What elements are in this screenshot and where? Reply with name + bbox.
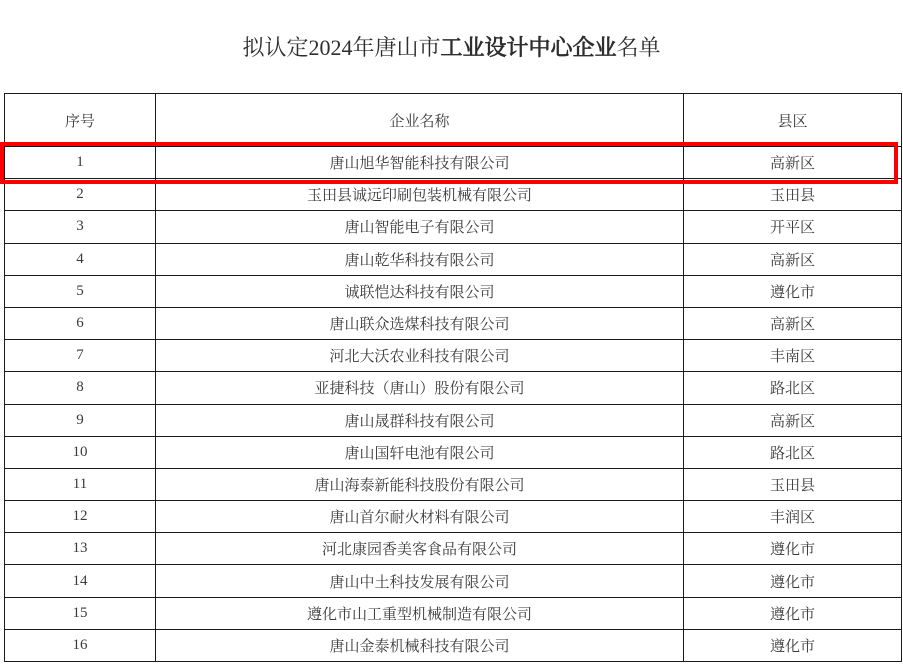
cell-serial-no: 16 bbox=[5, 629, 156, 661]
table-row bbox=[5, 275, 902, 307]
table-row bbox=[5, 372, 902, 404]
cell-serial-no: 8 bbox=[5, 372, 156, 404]
table-row bbox=[5, 629, 902, 661]
cell-district: 高新区 bbox=[684, 307, 902, 339]
cell-serial-no: 10 bbox=[5, 436, 156, 468]
cell-company-name: 遵化市山工重型机械制造有限公司 bbox=[156, 597, 684, 629]
table-row bbox=[5, 211, 902, 243]
cell-district: 高新区 bbox=[684, 147, 902, 179]
cell-company-name: 唐山金泰机械科技有限公司 bbox=[156, 629, 684, 661]
company-list-table bbox=[4, 93, 902, 662]
cell-district: 遵化市 bbox=[684, 533, 902, 565]
table-row-highlighted bbox=[5, 147, 902, 179]
table-row bbox=[5, 533, 902, 565]
table-row bbox=[5, 436, 902, 468]
cell-serial-no: 14 bbox=[5, 565, 156, 597]
cell-district: 遵化市 bbox=[684, 629, 902, 661]
cell-district: 开平区 bbox=[684, 211, 902, 243]
page-title-prefix: 拟认定2024年唐山市 bbox=[242, 35, 441, 60]
page-title-bold: 工业设计中心企业 bbox=[440, 35, 617, 60]
cell-serial-no: 1 bbox=[5, 147, 156, 179]
cell-serial-no: 11 bbox=[5, 468, 156, 500]
cell-company-name: 唐山中土科技发展有限公司 bbox=[156, 565, 684, 597]
table-row bbox=[5, 179, 902, 211]
cell-district: 遵化市 bbox=[684, 565, 902, 597]
cell-district: 玉田县 bbox=[684, 179, 902, 211]
cell-company-name: 唐山国轩电池有限公司 bbox=[156, 436, 684, 468]
page-title bbox=[0, 31, 903, 62]
cell-company-name: 河北康园香美客食品有限公司 bbox=[156, 533, 684, 565]
table-header-row bbox=[5, 94, 902, 147]
cell-serial-no: 6 bbox=[5, 307, 156, 339]
col-header-district: 县区 bbox=[684, 94, 902, 147]
cell-company-name: 诚联恺达科技有限公司 bbox=[156, 275, 684, 307]
cell-serial-no: 3 bbox=[5, 211, 156, 243]
cell-district: 高新区 bbox=[684, 243, 902, 275]
col-header-serial-no: 序号 bbox=[5, 94, 156, 147]
cell-company-name: 唐山乾华科技有限公司 bbox=[156, 243, 684, 275]
cell-district: 遵化市 bbox=[684, 275, 902, 307]
cell-company-name: 河北大沃农业科技有限公司 bbox=[156, 340, 684, 372]
cell-company-name: 唐山智能电子有限公司 bbox=[156, 211, 684, 243]
cell-serial-no: 4 bbox=[5, 243, 156, 275]
page-title-suffix: 名单 bbox=[616, 35, 661, 60]
table-row bbox=[5, 307, 902, 339]
cell-company-name: 玉田县诚远印刷包装机械有限公司 bbox=[156, 179, 684, 211]
table-row bbox=[5, 340, 902, 372]
table-row bbox=[5, 243, 902, 275]
cell-company-name: 唐山联众选煤科技有限公司 bbox=[156, 307, 684, 339]
cell-serial-no: 5 bbox=[5, 275, 156, 307]
cell-company-name: 唐山首尔耐火材料有限公司 bbox=[156, 501, 684, 533]
cell-district: 玉田县 bbox=[684, 468, 902, 500]
cell-district: 路北区 bbox=[684, 436, 902, 468]
cell-company-name: 唐山旭华智能科技有限公司 bbox=[156, 147, 684, 179]
cell-company-name: 唐山晟群科技有限公司 bbox=[156, 404, 684, 436]
cell-serial-no: 13 bbox=[5, 533, 156, 565]
col-header-company-name: 企业名称 bbox=[156, 94, 684, 147]
cell-serial-no: 9 bbox=[5, 404, 156, 436]
cell-serial-no: 2 bbox=[5, 179, 156, 211]
cell-company-name: 唐山海泰新能科技股份有限公司 bbox=[156, 468, 684, 500]
cell-district: 丰润区 bbox=[684, 501, 902, 533]
cell-serial-no: 12 bbox=[5, 501, 156, 533]
cell-serial-no: 7 bbox=[5, 340, 156, 372]
table-row bbox=[5, 501, 902, 533]
cell-district: 路北区 bbox=[684, 372, 902, 404]
cell-serial-no: 15 bbox=[5, 597, 156, 629]
cell-district: 高新区 bbox=[684, 404, 902, 436]
cell-district: 丰南区 bbox=[684, 340, 902, 372]
table-row bbox=[5, 597, 902, 629]
table-row bbox=[5, 468, 902, 500]
cell-company-name: 亚捷科技（唐山）股份有限公司 bbox=[156, 372, 684, 404]
table-row bbox=[5, 565, 902, 597]
table-row bbox=[5, 404, 902, 436]
cell-district: 遵化市 bbox=[684, 597, 902, 629]
